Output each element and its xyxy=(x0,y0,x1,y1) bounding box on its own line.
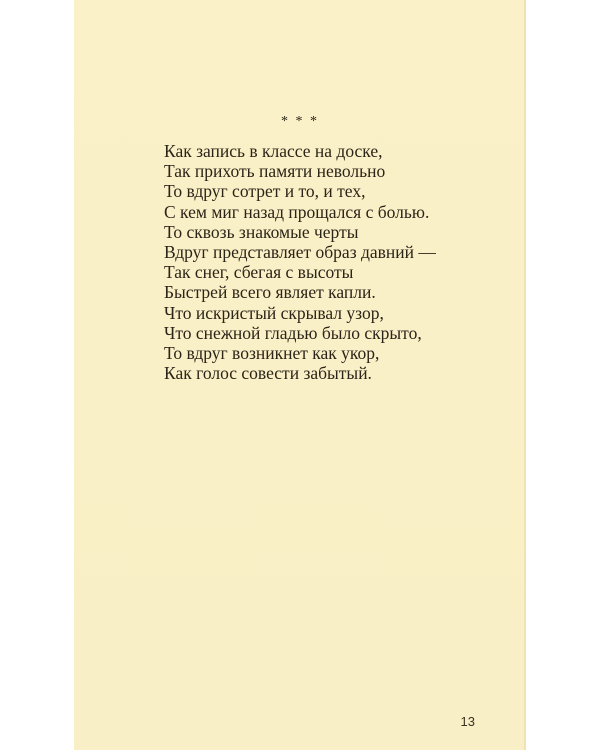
book-page xyxy=(74,0,526,750)
page-number: 13 xyxy=(460,714,475,729)
poem-line: Так прихоть памяти невольно xyxy=(164,161,386,182)
poem-separator: * * * xyxy=(281,114,319,129)
page-edge xyxy=(524,0,526,750)
poem-text xyxy=(164,141,436,383)
poem-line: Так снег, сбегая с высоты xyxy=(164,262,354,283)
poem-line: Как запись в классе на доске, xyxy=(164,141,383,161)
poem-line: То вдруг сотрет и то, и тех, xyxy=(164,181,366,202)
poem-line: То сквозь знакомые черты xyxy=(164,221,359,242)
poem-line: Как голос совести забытый. xyxy=(164,363,372,384)
poem-line: С кем миг назад прощался с болью. xyxy=(164,201,430,222)
poem-line: Вдруг представляет образ давний — xyxy=(164,242,436,263)
poem-line: Что снежной гладью было скрыто, xyxy=(164,322,422,343)
poem-line: То вдруг возникнет как укор, xyxy=(164,343,380,364)
poem-line: Что искристый скрывал узор, xyxy=(164,302,384,323)
poem-line: Быстрей всего являет капли. xyxy=(164,282,376,303)
